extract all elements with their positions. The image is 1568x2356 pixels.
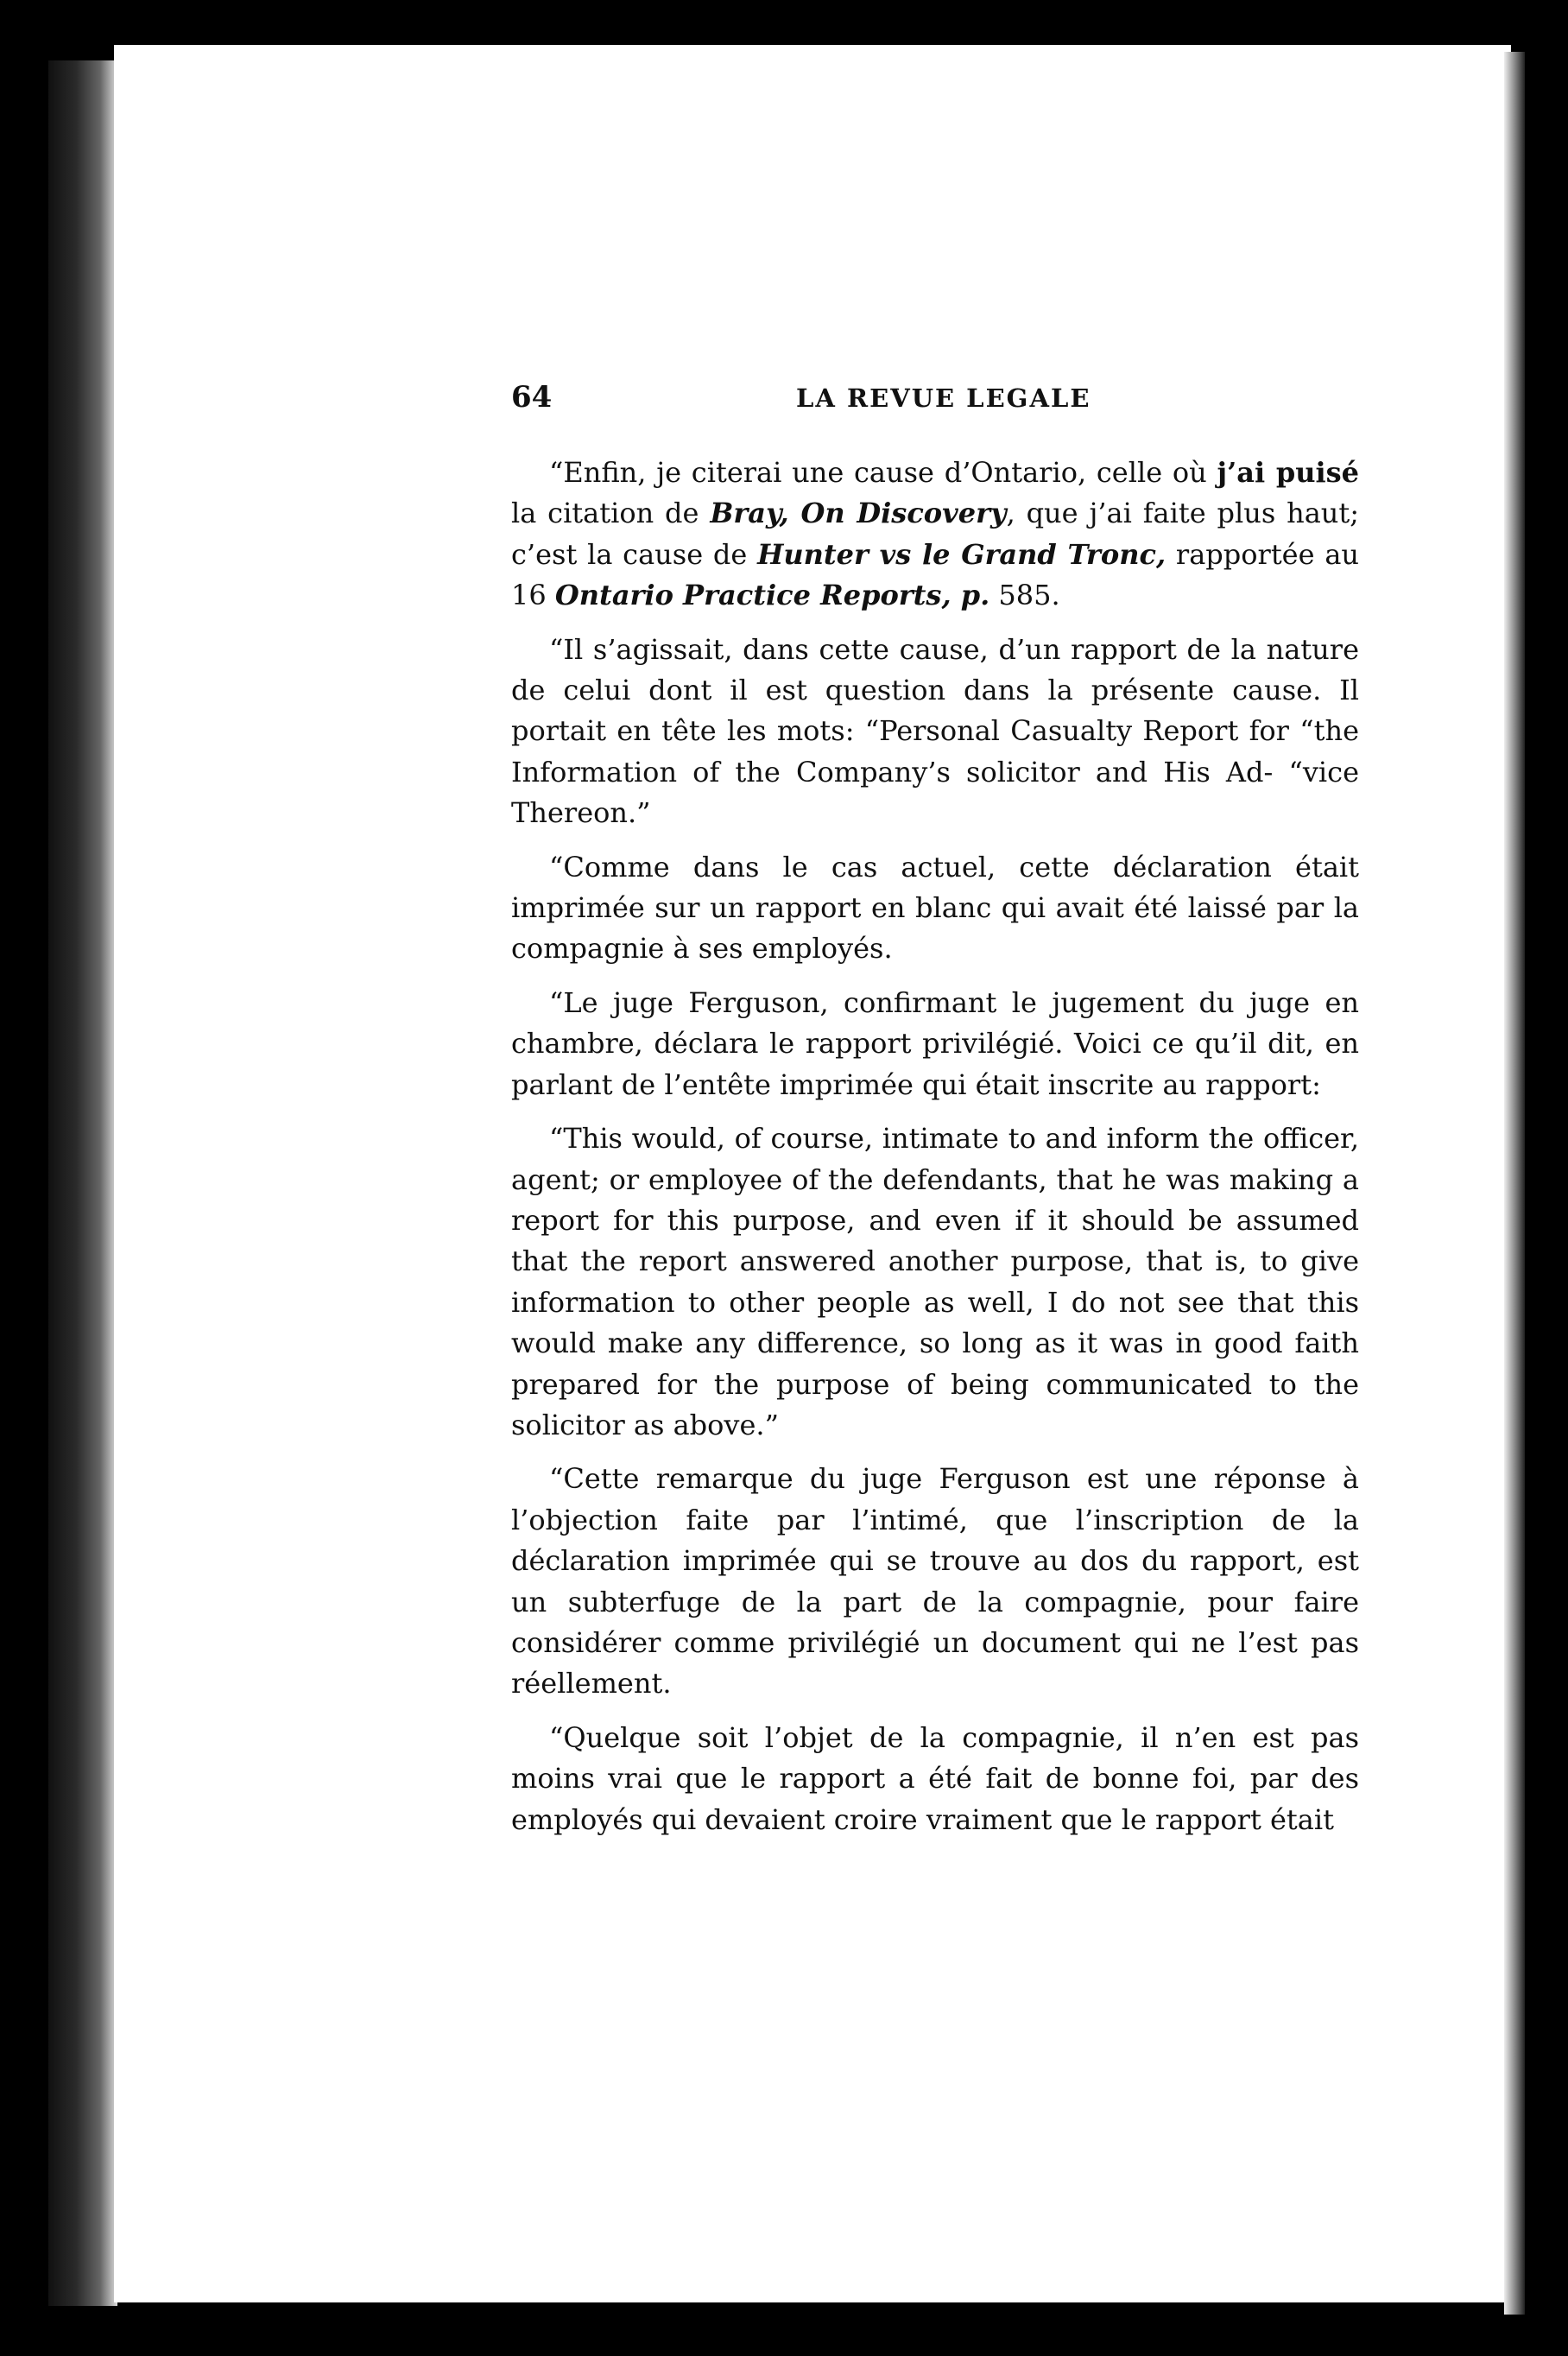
paragraph-2: “Il s’agissait, dans cette cause, d’un rapport de la nature de celui dont il est question dans la présente cause. Il portait en tête les mots: “Personal Casualty Report for “the Information of the Company’s solicitor and His Ad- “vice Thereon.” xyxy=(511,632,1359,830)
paragraph-1-text-e: , que j’ai faite plus haut; c’est la cause de xyxy=(511,497,1360,571)
paragraph-7: “Quelque soit l’objet de la compagnie, il n’en est pas moins vrai que le rapport a été fait de bonne foi, par des employés qui devaient croire vraiment que le rapport était xyxy=(511,1720,1359,1836)
running-head xyxy=(511,380,1359,432)
paragraph-1-text-a: “Enfin, je citerai une cause d’Ontario, celle où xyxy=(549,456,1217,489)
paragraph-6: “Cette remarque du juge Ferguson est une réponse à l’objection faite par l’intimé, que l’inscription de la déclaration imprimée qui se trouve au dos du rapport, est un subterfuge de la part de la compagnie, pour faire considérer comme privilégié un document qui ne l’est pas réellement. xyxy=(511,1462,1359,1700)
citation-ontario-reports: Ontario Practice Reports, p. xyxy=(554,579,990,612)
citation-bray: Bray, On Discovery xyxy=(710,497,1007,530)
page-text-block xyxy=(511,380,1359,1853)
citation-hunter: Hunter vs le Grand Tronc, xyxy=(757,537,1167,571)
paragraph-4: “Le juge Ferguson, confirmant le jugement du juge en chambre, déclara le rapport privilégié. Voici ce qu’il dit, en parlant de l’entête imprimée qui était inscrite au rapport: xyxy=(511,985,1359,1101)
page-edge-shadow xyxy=(1504,52,1525,2315)
paragraph-5-quote: “This would, of course, intimate to and inform the officer, agent; or employee of the defendants, that he was making a report for this purpose, and even if it should be assumed that the report answered another purpose, that is, to give information to other people as well, I do not see that this would make any difference, so long as it was in good faith prepared for the purpose of being communicated to the solicitor as above.” xyxy=(511,1122,1359,1441)
book-gutter-shadow xyxy=(48,60,117,2306)
paragraph-1-text-c: la citation de xyxy=(511,497,711,530)
page-number: 64 xyxy=(511,380,553,415)
paragraph-1-text-g: rapportée au 16 xyxy=(511,537,1360,612)
paragraph-1-text-i: 585. xyxy=(989,579,1060,612)
paragraph-1 xyxy=(511,453,1359,617)
paragraph-3: “Comme dans le cas actuel, cette déclaration était imprimée sur un rapport en blanc qui avait été laissé par la compagnie à ses employés. xyxy=(511,850,1359,966)
running-title: LA REVUE LEGALE xyxy=(796,383,1091,413)
paragraph-1-bold: j’ai puisé xyxy=(1217,456,1360,489)
